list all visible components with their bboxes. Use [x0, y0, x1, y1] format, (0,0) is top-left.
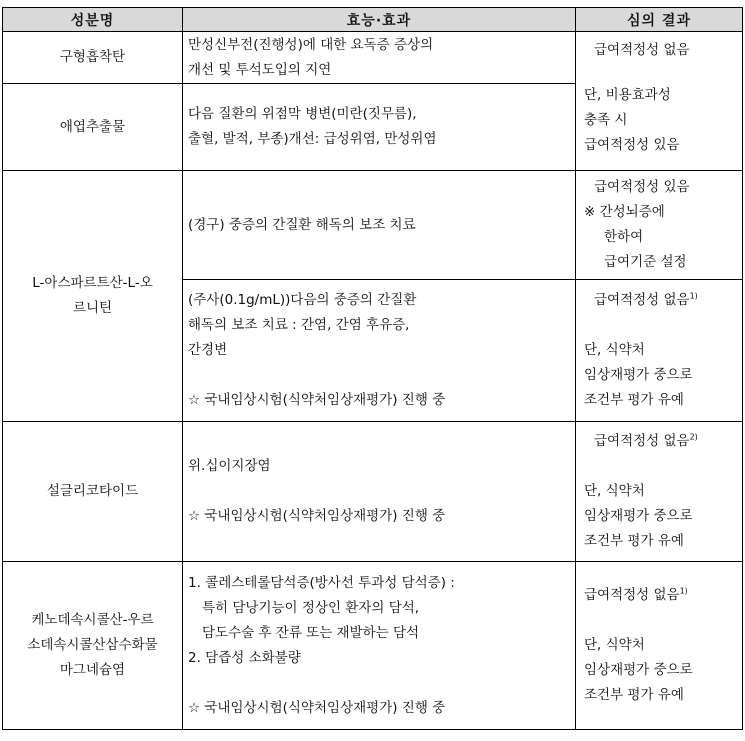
efficacy-line: 다음 질환의 위점막 병변(미란(짓무름), — [188, 106, 417, 122]
result-line: 급여적정성 있음 — [594, 179, 690, 195]
ingredient-name: 애엽추출물 — [3, 84, 183, 171]
result-line: 임상재평가 중으로 — [584, 367, 693, 383]
result-line: 임상재평가 중으로 — [584, 662, 693, 678]
efficacy-line: 1. 콜레스테롤담석증(방사선 투과성 담석증) : — [188, 574, 455, 591]
ingredient-name-line: 케노데속시콜산-우르 — [31, 612, 154, 628]
result-cell — [576, 32, 743, 171]
efficacy-line: (주사(0.1g/mL))다음의 중증의 간질환 — [188, 292, 417, 308]
trial-note: ☆ 국내임상시험(식약처임상재평가) 진행 중 — [188, 508, 446, 524]
ingredient-name — [3, 171, 183, 422]
ingredient-name-line: 소데속시콜산삼수화물 — [27, 637, 158, 653]
efficacy-line: 만성신부전(진행성)에 대한 요독증 증상의 — [188, 36, 434, 53]
efficacy-cell — [183, 84, 576, 171]
trial-note: ☆ 국내임상시험(식약처임상재평가) 진행 중 — [188, 392, 446, 408]
efficacy-line: (경구) 중증의 간질환 해독의 보조 치료 — [188, 216, 416, 233]
header-ingredient: 성분명 — [3, 8, 183, 32]
efficacy-line: 담도수술 후 잔류 또는 재발하는 담석 — [202, 624, 420, 641]
result-line: 급여적정성 없음$^{1)}$ — [594, 291, 698, 308]
efficacy-line: 개선 및 투석도입의 지연 — [188, 61, 332, 78]
footnote-marker: 1) — [679, 586, 688, 596]
header-row — [3, 8, 743, 32]
result-line: 임상재평가 중으로 — [584, 508, 693, 524]
result-line: 급여적정성 있음 — [584, 137, 680, 153]
ingredient-name-line: 르니틴 — [72, 300, 113, 316]
table-row — [3, 422, 743, 562]
result-cell — [576, 171, 743, 280]
efficacy-line: 위.십이지장염 — [188, 458, 271, 474]
efficacy-cell — [183, 422, 576, 562]
result-line: 조건부 평가 유예 — [584, 687, 684, 703]
efficacy-line: 간경변 — [188, 342, 228, 358]
ingredient-name: 구형흡착탄 — [3, 32, 183, 84]
efficacy-cell — [183, 171, 576, 280]
table-row — [3, 171, 743, 280]
result-line: 급여적정성 없음$^{2)}$ — [594, 432, 698, 449]
efficacy-cell — [183, 562, 576, 730]
result-cell — [576, 562, 743, 730]
result-line: 조건부 평가 유예 — [584, 533, 684, 549]
result-cell — [576, 280, 743, 422]
review-table — [2, 7, 743, 730]
efficacy-line: 2. 담즙성 소화불량 — [188, 649, 301, 666]
header-result: 심의 결과 — [576, 8, 743, 32]
footnote-marker: 2) — [689, 432, 698, 442]
efficacy-cell — [183, 280, 576, 422]
table-row — [3, 32, 743, 84]
ingredient-name-line: 마그네슘염 — [59, 662, 126, 678]
efficacy-line: 출혈, 발적, 부종)개선: 급성위염, 만성위염 — [188, 131, 437, 147]
ingredient-name — [3, 562, 183, 730]
table-row — [3, 562, 743, 730]
result-line: 급여적정성 없음 — [594, 42, 690, 58]
ingredient-name: 설글리코타이드 — [3, 422, 183, 562]
result-line: 조건부 평가 유예 — [584, 392, 684, 408]
result-line: ※ 간성뇌증에 — [584, 204, 665, 220]
result-line: 단, 식약처 — [584, 483, 645, 499]
footnote-marker: 1) — [689, 291, 698, 301]
result-line: 단, 비용효과성 — [584, 87, 671, 103]
result-line: 급여기준 설정 — [604, 254, 687, 270]
result-cell — [576, 422, 743, 562]
header-efficacy: 효능·효과 — [183, 8, 576, 32]
trial-note: ☆ 국내임상시험(식약처임상재평가) 진행 중 — [188, 699, 446, 716]
result-line: 한하여 — [604, 229, 644, 245]
efficacy-line: 특히 담낭기능이 정상인 환자의 담석, — [202, 599, 420, 616]
result-line: 단, 식약처 — [584, 342, 645, 358]
ingredient-name-line: L-아스파르트산-L-오 — [32, 275, 153, 291]
result-line: 급여적정성 없음$^{1)}$ — [584, 586, 688, 603]
efficacy-cell — [183, 32, 576, 84]
result-line: 단, 식약처 — [584, 637, 645, 653]
result-line: 충족 시 — [584, 112, 628, 128]
efficacy-line: 해독의 보조 치료 : 간염, 간염 후유증, — [188, 317, 410, 333]
